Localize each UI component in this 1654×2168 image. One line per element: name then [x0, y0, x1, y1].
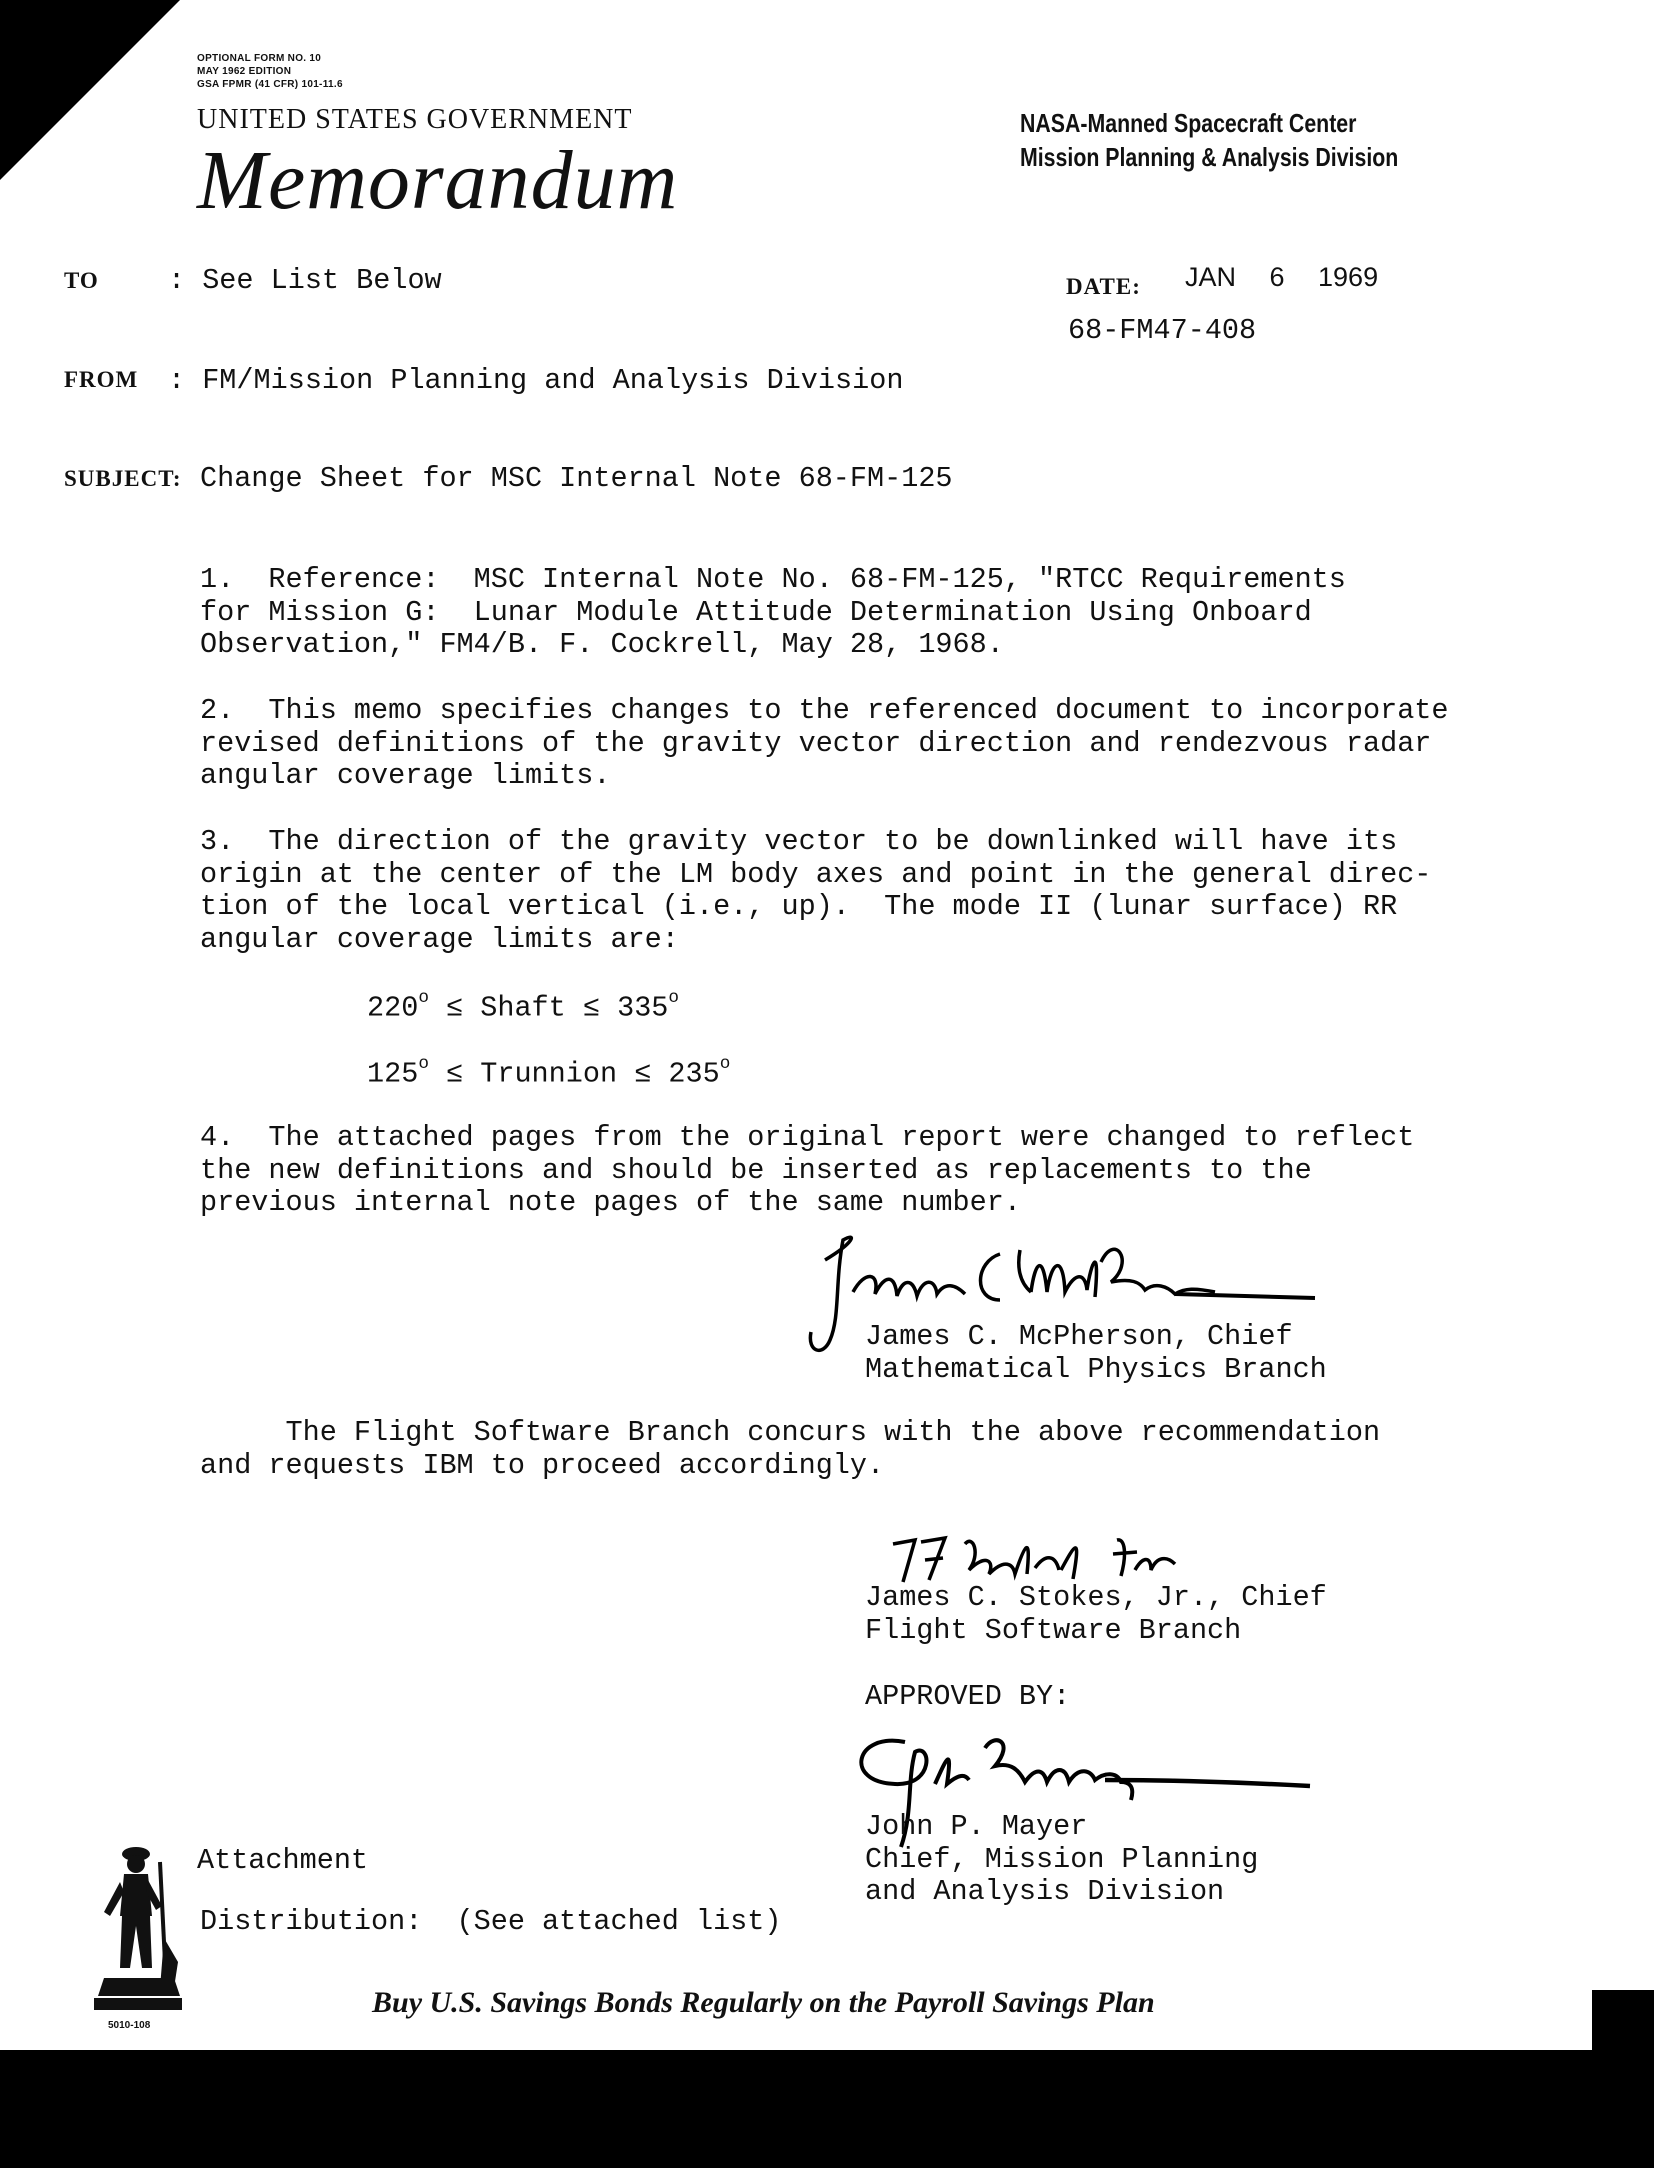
paragraph-1: 1. Reference: MSC Internal Note No. 68-FM-125, "RTCC Requirements for Mission G: Lunar Module Attitude Determination Using Onboard Observation," FM4/B. F. Cockrell, May 28, 1968.	[200, 563, 1346, 661]
from-value: : FM/Mission Planning and Analysis Division	[168, 364, 904, 397]
minuteman-emblem-icon	[90, 1842, 186, 2020]
shaft-high: 335	[617, 991, 669, 1025]
shaft-low: 220	[367, 991, 419, 1025]
degree-symbol: o	[418, 1054, 429, 1074]
from-label: FROM	[64, 367, 139, 392]
memorandum-title: Memorandum	[197, 134, 679, 227]
stokes-title: Flight Software Branch	[865, 1613, 1242, 1647]
degree-symbol: o	[418, 988, 429, 1008]
to-value: : See List Below	[168, 264, 442, 297]
agency-line1: NASA-Manned Spacecraft Center	[1020, 108, 1357, 138]
subject-label: SUBJECT:	[64, 466, 182, 491]
shaft-limit	[367, 988, 679, 1024]
mcpherson-signature-block	[865, 1321, 1327, 1386]
scan-bottom-border	[0, 2050, 1654, 2168]
mayer-name: John P. Mayer	[865, 1810, 1088, 1843]
mayer-signature-block	[865, 1811, 1258, 1909]
leq-symbol: ≤	[446, 1057, 464, 1091]
scan-edge-shadow	[1592, 1990, 1654, 2052]
agency-block	[1020, 106, 1398, 174]
to-label: TO	[64, 268, 99, 293]
approved-by-label: APPROVED BY:	[865, 1680, 1071, 1713]
degree-symbol: o	[668, 988, 680, 1008]
paragraph-5: The Flight Software Branch concurs with the above recommendation and requests IBM to proceed accordingly.	[200, 1416, 1381, 1482]
date-label: DATE:	[1066, 274, 1141, 299]
degree-symbol: o	[719, 1054, 731, 1074]
mcpherson-title: Mathematical Physics Branch	[865, 1352, 1327, 1386]
stokes-name: James C. Stokes, Jr., Chief	[865, 1581, 1327, 1614]
distribution-line: Distribution: (See attached list)	[200, 1905, 782, 1938]
form-number: 5010-108	[108, 2020, 151, 2031]
form-header-line2: MAY 1962 EDITION	[197, 66, 292, 77]
leq-symbol: ≤	[634, 1057, 652, 1091]
trunnion-low: 125	[367, 1057, 419, 1091]
memo-reference-number: 68-FM47-408	[1068, 314, 1257, 347]
trunnion-name: Trunnion	[480, 1057, 618, 1091]
shaft-name: Shaft	[480, 991, 566, 1025]
form-header-line1: OPTIONAL FORM NO. 10	[197, 53, 322, 64]
trunnion-high: 235	[668, 1057, 720, 1091]
savings-bonds-slogan: Buy U.S. Savings Bonds Regularly on the Payroll Savings Plan	[372, 1986, 1155, 2019]
paragraph-2: 2. This memo specifies changes to the referenced document to incorporate revised definitions of the gravity vector direction and rendezvous radar angular coverage limits.	[200, 694, 1449, 792]
government-heading: UNITED STATES GOVERNMENT	[197, 104, 633, 135]
mayer-title-line2: and Analysis Division	[865, 1875, 1225, 1908]
leq-symbol: ≤	[582, 991, 600, 1025]
scan-corner-shadow	[0, 0, 180, 180]
leq-symbol: ≤	[446, 991, 464, 1025]
date-value: JAN 6 1969	[1185, 262, 1379, 292]
paragraph-3: 3. The direction of the gravity vector to be downlinked will have its origin at the center of the LM body axes and point in the general direc- tion of the local vertical (i.e., up). The mode II (lunar surface) RR angular coverage limits are:	[200, 825, 1432, 956]
form-header-line3: GSA FPMR (41 CFR) 101-11.6	[197, 79, 343, 90]
agency-line2: Mission Planning & Analysis Division	[1020, 142, 1399, 172]
stokes-signature-block	[865, 1582, 1327, 1647]
attachment-label: Attachment	[197, 1844, 369, 1877]
mayer-title-line1: Chief, Mission Planning	[865, 1842, 1259, 1876]
form-header	[197, 52, 343, 91]
trunnion-limit	[367, 1054, 730, 1090]
subject-value: Change Sheet for MSC Internal Note 68-FM-125	[200, 462, 953, 495]
mcpherson-name: James C. McPherson, Chief	[865, 1320, 1293, 1353]
paragraph-4: 4. The attached pages from the original report were changed to reflect the new definitions and should be inserted as replacements to the previous internal note pages of the same number.	[200, 1121, 1415, 1219]
